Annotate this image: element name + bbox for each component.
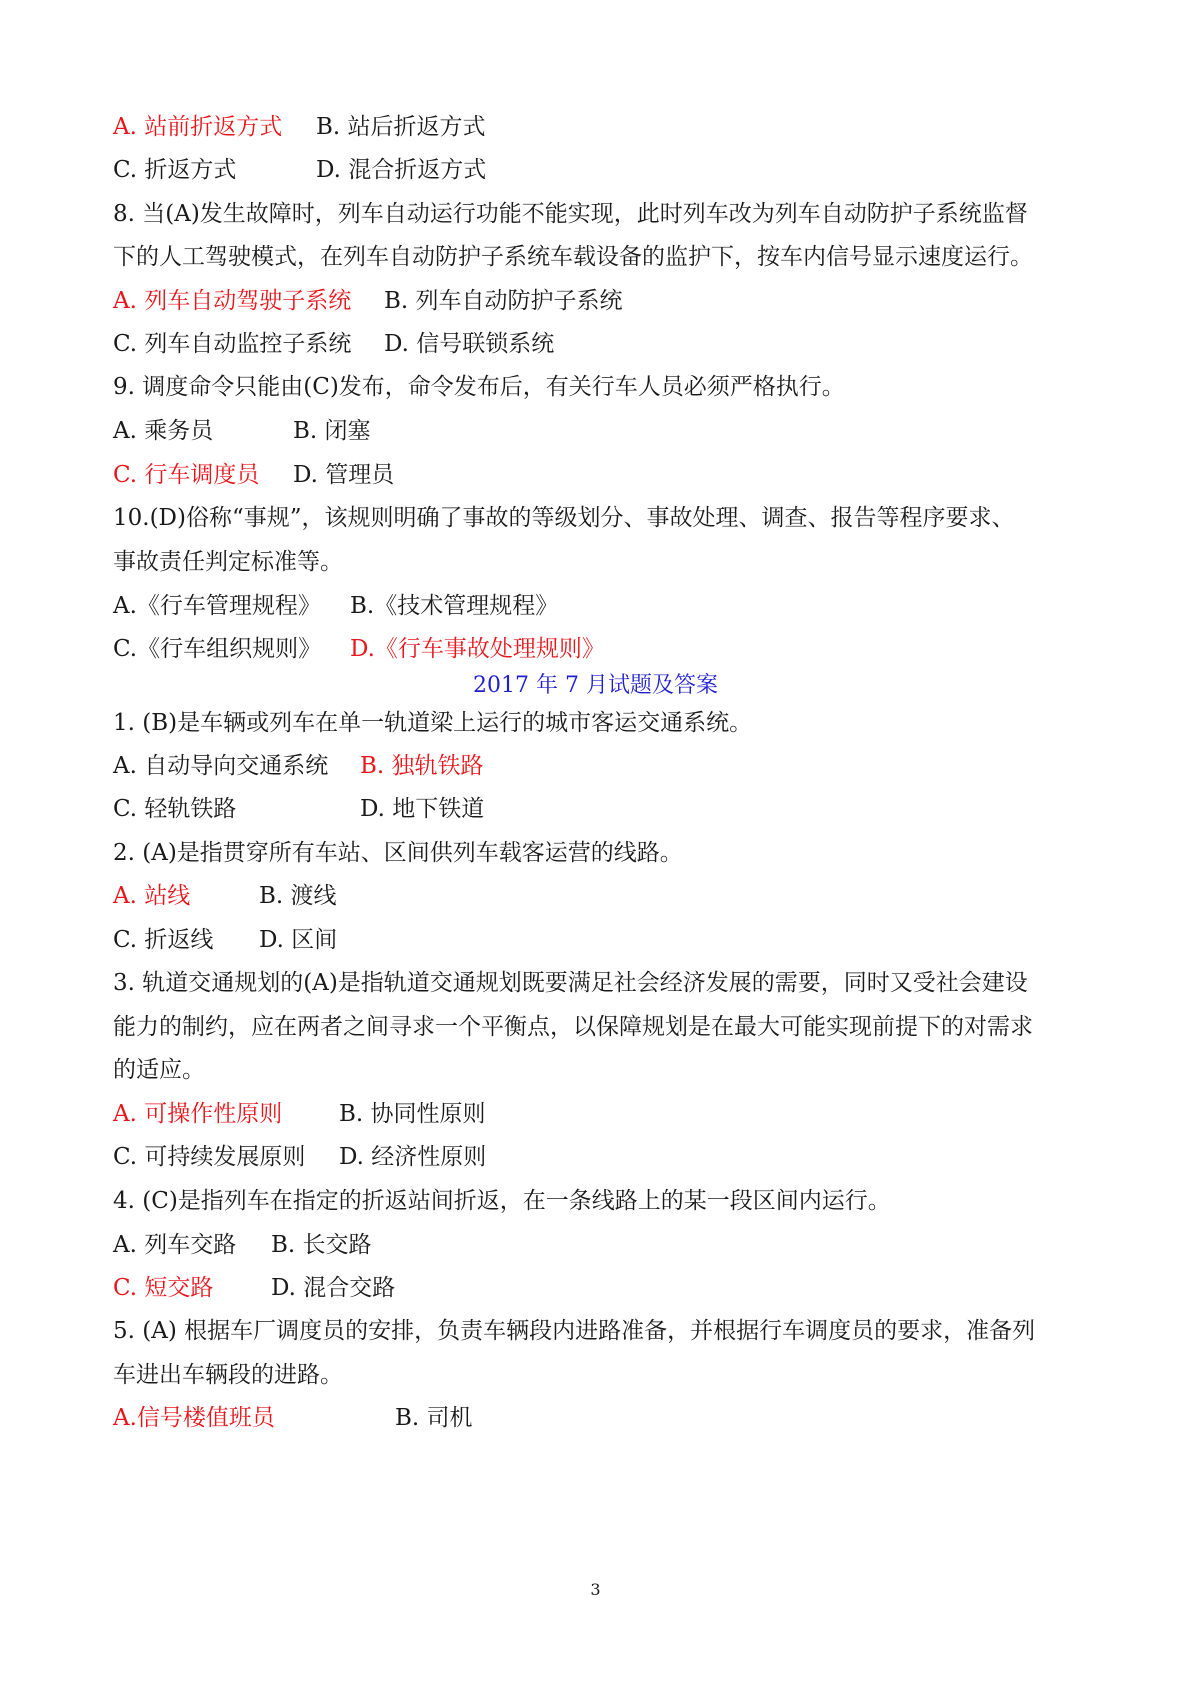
answer-option: C. 轻轨铁路 (113, 796, 237, 822)
options-line (113, 794, 1083, 824)
question-text-line: 能力的制约，应在两者之间寻求一个平衡点，以保障规划是在最大可能实现前提下的对需求 (113, 1014, 1033, 1040)
answer-option: D. 经济性原则 (339, 1144, 487, 1170)
answer-option-correct: A. 可操作性原则 (113, 1101, 283, 1127)
answer-option-correct: A. 站前折返方式 (113, 114, 283, 140)
answer-option: D. 管理员 (293, 462, 395, 488)
answer-option: B. 站后折返方式 (316, 114, 486, 140)
question-text-line: 的适应。 (113, 1057, 205, 1083)
options-line (113, 1273, 1083, 1303)
answer-option: D. 混合交路 (271, 1275, 396, 1301)
answer-option: C. 折返线 (113, 927, 214, 953)
options-line (113, 591, 1083, 621)
page-number: 3 (590, 1580, 601, 1599)
options-line (113, 751, 1083, 781)
answer-option: A. 列车交路 (113, 1232, 237, 1258)
options-line (113, 416, 1083, 446)
section-title: 2017 年 7 月试题及答案 (473, 673, 718, 698)
options-line (113, 329, 1083, 359)
question-text-line: 9. 调度命令只能由(C)发布，命令发布后，有关行车人员必须严格执行。 (113, 374, 845, 400)
options-line (113, 881, 1083, 911)
answer-option: D. 区间 (259, 927, 338, 953)
options-line (113, 1403, 1083, 1433)
question-text-line: 4. (C)是指列车在指定的折返站间折返，在一条线路上的某一段区间内运行。 (113, 1188, 891, 1214)
answer-option: C. 列车自动监控子系统 (113, 331, 352, 357)
answer-option: B. 长交路 (271, 1232, 372, 1258)
answer-option: A. 自动导向交通系统 (113, 753, 329, 779)
options-line (113, 286, 1083, 316)
answer-option: B.《技术管理规程》 (350, 593, 559, 619)
answer-option-correct: D.《行车事故处理规则》 (350, 636, 605, 662)
answer-option-correct: B. 独轨铁路 (360, 753, 484, 779)
answer-option: C.《行车组织规则》 (113, 636, 322, 662)
options-line (113, 1230, 1083, 1260)
question-text-line: 1. (B)是车辆或列车在单一轨道梁上运行的城市客运交通系统。 (113, 710, 753, 736)
answer-option: C. 可持续发展原则 (113, 1144, 306, 1170)
question-text-line: 车进出车辆段的进路。 (113, 1362, 343, 1388)
answer-option: D. 地下铁道 (360, 796, 485, 822)
answer-option: B. 闭塞 (293, 418, 371, 444)
question-text-line: 8. 当(A)发生故障时，列车自动运行功能不能实现，此时列车改为列车自动防护子系统监督 (113, 201, 1028, 227)
answer-option: A. 乘务员 (113, 418, 214, 444)
options-line (113, 460, 1083, 490)
answer-option-correct: A. 站线 (113, 883, 191, 909)
answer-option: D. 混合折返方式 (316, 157, 487, 183)
answer-option: B. 司机 (395, 1405, 473, 1431)
question-text-line: 10.(D)俗称“事规”，该规则明确了事故的等级划分、事故处理、调查、报告等程序要求、 (113, 505, 1015, 531)
answer-option: C. 折返方式 (113, 157, 237, 183)
options-line (113, 925, 1083, 955)
answer-option-correct: A.信号楼值班员 (113, 1405, 275, 1431)
options-line (113, 1099, 1083, 1129)
options-line (113, 1142, 1083, 1172)
answer-option-correct: A. 列车自动驾驶子系统 (113, 288, 352, 314)
answer-option: A.《行车管理规程》 (113, 593, 321, 619)
question-text-line: 3. 轨道交通规划的(A)是指轨道交通规划既要满足社会经济发展的需要，同时又受社会建设 (113, 970, 1028, 996)
question-text-line: 事故责任判定标准等。 (113, 549, 343, 575)
options-line (113, 112, 1083, 142)
answer-option: D. 信号联锁系统 (384, 331, 555, 357)
answer-option: B. 渡线 (259, 883, 337, 909)
answer-option-correct: C. 短交路 (113, 1275, 214, 1301)
question-text-line: 2. (A)是指贯穿所有车站、区间供列车载客运营的线路。 (113, 840, 683, 866)
answer-option: B. 协同性原则 (339, 1101, 486, 1127)
question-text-line: 下的人工驾驶模式，在列车自动防护子系统车载设备的监护下，按车内信号显示速度运行。 (113, 244, 1033, 270)
answer-option: B. 列车自动防护子系统 (384, 288, 623, 314)
answer-option-correct: C. 行车调度员 (113, 462, 260, 488)
options-line (113, 155, 1083, 185)
options-line (113, 634, 1083, 664)
question-text-line: 5. (A) 根据车厂调度员的安排，负责车辆段内进路准备，并根据行车调度员的要求，准备列 (113, 1318, 1036, 1344)
